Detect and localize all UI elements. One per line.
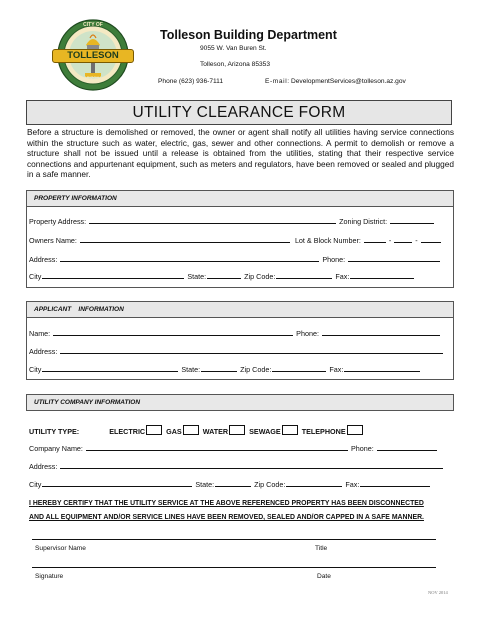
applicant-name-field[interactable] <box>53 328 293 336</box>
property-address2-field[interactable] <box>60 254 319 262</box>
utility-type-label: UTILITY TYPE: <box>29 427 80 436</box>
applicant-city-label: City <box>29 365 42 374</box>
property-row-2: Owners Name: Lot & Block Number: - - <box>29 235 442 245</box>
applicant-zip-field[interactable] <box>272 364 326 372</box>
applicant-phone-label: Phone: <box>296 329 319 338</box>
telephone-checkbox[interactable] <box>347 425 363 435</box>
block-field[interactable] <box>394 235 412 243</box>
utility-fax-field[interactable] <box>360 479 430 487</box>
type-telephone-label: TELEPHONE <box>301 427 346 436</box>
utility-city-field[interactable] <box>42 479 192 487</box>
tract-field[interactable] <box>421 235 441 243</box>
property-city-field[interactable] <box>42 271 184 279</box>
signature-date-line[interactable] <box>32 567 436 568</box>
applicant-state-label: State: <box>181 365 201 374</box>
applicant-phone-field[interactable] <box>322 328 440 336</box>
property-zip-label: Zip Code: <box>244 272 276 281</box>
logo-arc-text: CITY OF <box>83 22 103 28</box>
applicant-address-label: Address: <box>29 347 58 356</box>
property-row-4 <box>29 271 415 281</box>
property-fax-field[interactable] <box>350 271 414 279</box>
applicant-row-2 <box>29 346 444 356</box>
logo-name-banner: TOLLESON <box>52 49 134 63</box>
company-name-field[interactable] <box>86 443 348 451</box>
applicant-row-1 <box>29 328 441 338</box>
property-row-3 <box>29 254 441 264</box>
property-phone-label: Phone: <box>322 255 346 264</box>
applicant-fax-field[interactable] <box>344 364 420 372</box>
utility-zip-field[interactable] <box>286 479 342 487</box>
email-label: E-mail: <box>265 78 290 85</box>
property-address-label: Property Address: <box>29 217 87 226</box>
certification-line-2: AND ALL EQUIPMENT AND/OR SERVICE LINES HAVE BEEN REMOVED, SEALED AND/OR CAPPED IN A SAFE MANNER. <box>29 514 424 521</box>
signature-label: Signature <box>35 573 64 580</box>
utility-row-2 <box>29 461 444 471</box>
street-address: 9055 W. Van Buren St. <box>200 45 267 52</box>
applicant-section-heading <box>26 301 454 318</box>
applicant-zip-label: Zip Code: <box>240 365 272 374</box>
type-sewage-label: SEWAGE <box>249 427 281 436</box>
utility-phone-field[interactable] <box>377 443 437 451</box>
form-title-box <box>26 100 452 125</box>
property-city-label: City <box>29 272 42 281</box>
lot-block-label: Lot & Block Number: <box>294 236 361 245</box>
sewage-checkbox[interactable] <box>282 425 298 435</box>
utility-address-label: Address: <box>29 462 58 471</box>
type-water-label: WATER <box>202 427 229 436</box>
supervisor-name-label: Supervisor Name <box>35 545 86 552</box>
gas-checkbox[interactable] <box>183 425 199 435</box>
department-name: Tolleson Building Department <box>160 28 337 42</box>
city-state-zip: Tolleson, Arizona 85353 <box>200 61 271 68</box>
electric-checkbox[interactable] <box>146 425 162 435</box>
intro-paragraph: Before a structure is demolished or removed, the owner or agent shall notify all utilities having service connections within the structure such as water, electric, gas, sewer and other connections. A permit to demolish or remove a structure shall not be issued until a release is obtained from the utilities, stating that their respective service connections and appurtenant equipment, such as meters and regulators, have been removed or sealed and plugged in a safe manner. <box>27 127 454 179</box>
utility-zip-label: Zip Code: <box>254 480 286 489</box>
property-state-label: State: <box>187 272 207 281</box>
type-gas-label: GAS <box>166 427 182 436</box>
phone-number: Phone (623) 936-7111 <box>158 78 224 85</box>
type-electric-label: ELECTRIC <box>109 427 146 436</box>
certification-line-1: I HEREBY CERTIFY THAT THE UTILITY SERVICE AT THE ABOVE REFERENCED PROPERTY HAS BEEN DISCONNECTED <box>29 500 424 507</box>
property-address2-label: Address: <box>29 255 58 264</box>
owners-name-label: Owners Name: <box>29 236 77 245</box>
utility-city-label: City <box>29 480 42 489</box>
applicant-state-field[interactable] <box>201 364 237 372</box>
property-row-1 <box>29 216 435 226</box>
applicant-fax-label: Fax: <box>329 365 344 374</box>
utility-phone-label: Phone: <box>350 444 374 453</box>
date-label: Date <box>317 573 331 580</box>
form-title: UTILITY CLEARANCE FORM <box>132 103 346 121</box>
water-checkbox[interactable] <box>229 425 245 435</box>
owners-name-field[interactable] <box>80 235 290 243</box>
lot-field[interactable] <box>364 235 386 243</box>
utility-heading-text: UTILITY COMPANY INFORMATION <box>34 399 141 406</box>
zoning-district-field[interactable] <box>390 216 434 224</box>
title-label: Title <box>315 545 328 552</box>
company-name-label: Company Name: <box>29 444 83 453</box>
property-zip-field[interactable] <box>276 271 332 279</box>
applicant-city-field[interactable] <box>42 364 178 372</box>
applicant-address-field[interactable] <box>60 346 443 354</box>
utility-state-label: State: <box>195 480 215 489</box>
revision-note: NOV 2014 <box>428 590 448 595</box>
applicant-heading-text: APPLICANT INFORMATION <box>34 306 124 313</box>
applicant-name-label: Name: <box>29 329 51 338</box>
property-address-field[interactable] <box>89 216 336 224</box>
utility-section-heading <box>26 394 454 411</box>
applicant-row-3 <box>29 364 421 374</box>
supervisor-title-line[interactable] <box>32 539 436 540</box>
utility-fax-label: Fax: <box>345 480 360 489</box>
property-fax-label: Fax: <box>335 272 350 281</box>
utility-type-row <box>29 425 365 436</box>
property-state-field[interactable] <box>207 271 241 279</box>
logo-state-text: ARIZONA <box>83 75 103 80</box>
email-address[interactable]: DevelopmentServices@tolleson.az.gov <box>291 78 406 85</box>
utility-state-field[interactable] <box>215 479 251 487</box>
zoning-district-label: Zoning District: <box>339 217 388 226</box>
property-phone-field[interactable] <box>348 254 440 262</box>
property-heading-text: PROPERTY INFORMATION <box>34 195 117 202</box>
utility-row-3 <box>29 479 431 489</box>
utility-row-1 <box>29 443 438 453</box>
property-section-heading <box>26 190 454 207</box>
utility-address-field[interactable] <box>60 461 443 469</box>
